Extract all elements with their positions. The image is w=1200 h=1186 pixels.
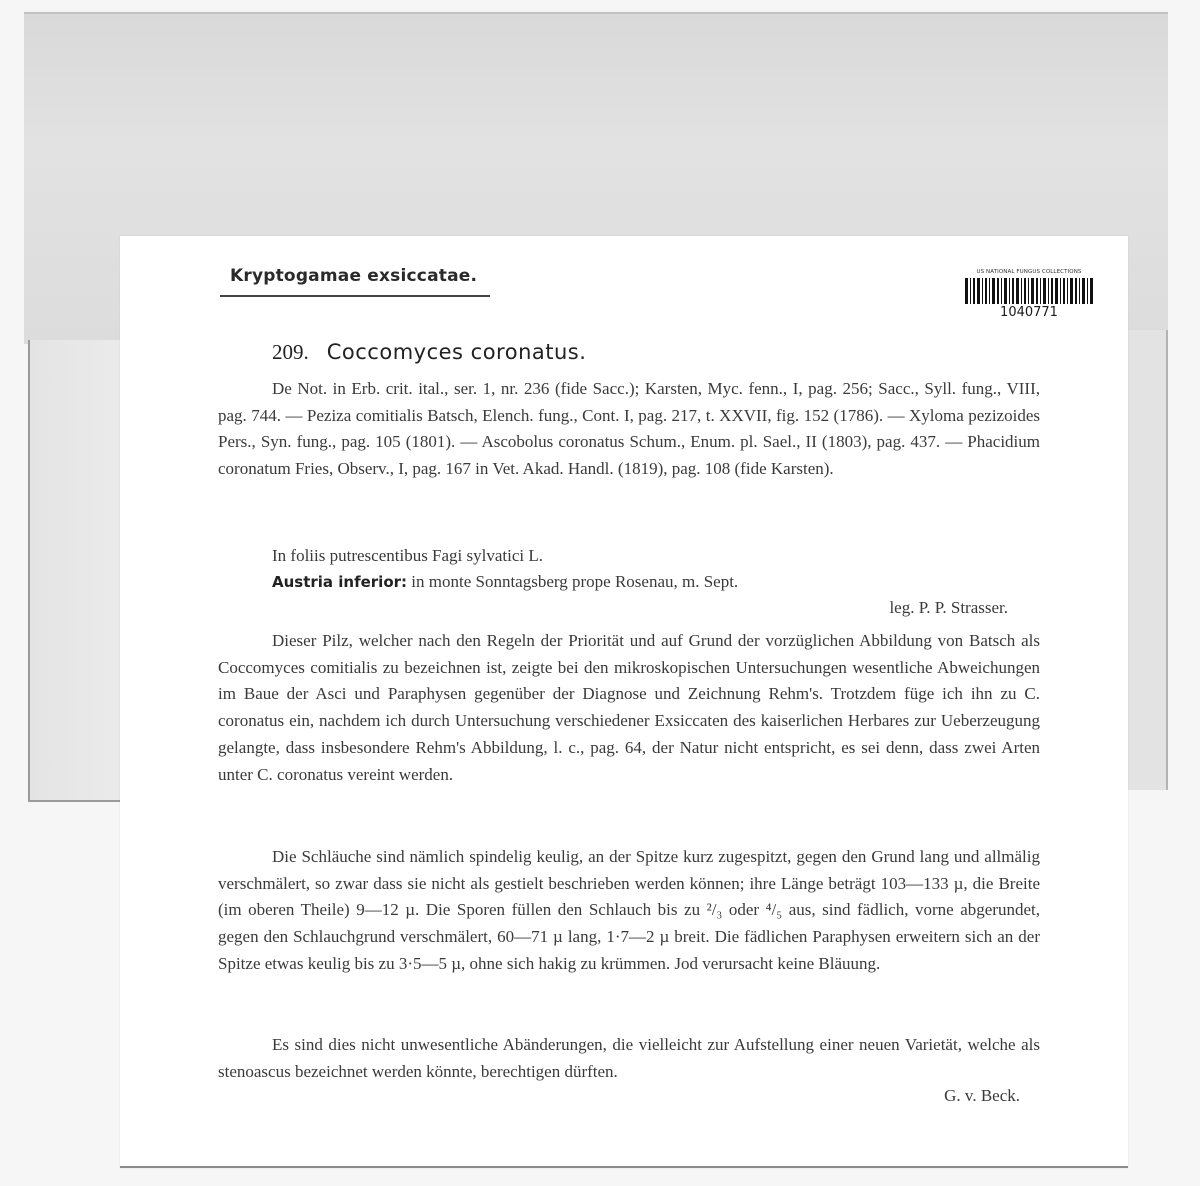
locality-text: in monte Sonntagsberg prope Rosenau, m. Sept. — [411, 572, 739, 591]
habitat-line: In foliis putrescentibus Fagi sylvatici L. — [272, 546, 544, 565]
entry-heading — [272, 340, 586, 365]
series-title-underline — [220, 295, 490, 297]
species-name: Coccomyces coronatus. — [326, 340, 587, 364]
description-paragraph-2: Die Schläuche sind nämlich spindelig keulig, an der Spitze kurz zugespitzt, gegen den Grund lang und allmälig verschmälert, so zwar dass sie nicht als gestielt beschrieben werden können; ihre Länge beträgt 103—133 µ, die Breite (im oberen Theile) 9—12 µ. Die Sporen füllen den Schlauch bis zu ²/₃ oder ⁴/₅ aus, sind fädlich, vorne abgerundet, gegen den Schlauchgrund verschmälert, 60—71 µ lang, 1·7—2 µ breit. Die fädlichen Paraphysen erweitern sich an der Spitze etwas keulig bis zu 3·5—5 µ, ohne sich hakig zu krümmen. Jod verursacht keine Bläuung. — [218, 847, 1040, 973]
barcode-number: 1040771 — [1000, 305, 1058, 320]
locality-region: Austria inferior: — [272, 573, 408, 591]
series-title: Kryptogamae exsiccatae. — [230, 266, 478, 286]
entry-number: 209. — [272, 340, 309, 364]
barcode-label — [954, 264, 1104, 334]
collector-line: leg. P. P. Strasser. — [889, 598, 1008, 617]
description-paragraph-3: Es sind dies nicht unwesentliche Abänderungen, die vielleicht zur Aufstellung einer neuen Varietät, welche als stenoascus bezeichnet werden könnte, berechtigen dürften. — [218, 1035, 1040, 1081]
barcode-collection-name: US NATIONAL FUNGUS COLLECTIONS — [976, 269, 1082, 275]
barcode-icon — [965, 278, 1093, 304]
locality-line — [272, 572, 738, 592]
author-signature: G. v. Beck. — [944, 1086, 1020, 1105]
synonymy-paragraph: De Not. in Erb. crit. ital., ser. 1, nr. 236 (fide Sacc.); Karsten, Myc. fenn., I, pag. 256; Sacc., Syll. fung., VIII, pag. 744. — Peziza comitialis Batsch, Elench. fung., Cont. I, pag. 217, t. XXVII, fig. 152 (1786). — Xyloma pezizoides Pers., Syn. fung., pag. 105 (1801). — Ascobolus coronatus Schum., Enum. pl. Sael., II (1803), pag. 437. — Phacidium coronatum Fries, Observ., I, pag. 167 in Vet. Akad. Handl. (1819), pag. 108 (fide Karsten). — [218, 379, 1040, 479]
description-paragraph-1: Dieser Pilz, welcher nach den Regeln der Priorität und auf Grund der vorzüglichen Abbildung von Batsch als Coccomyces comitialis zu bezeichnen ist, zeigte bei den mikroskopischen Untersuchungen wesentliche Abweichungen im Baue der Asci und Paraphysen gegenüber der Diagnose und Zeichnung Rehm's. Trotzdem füge ich ihn zu C. coronatus ein, nachdem ich durch Untersuchung verschiedener Exsiccaten des kaiserlichen Herbares zur Ueberzeugung gelangte, dass insbesondere Rehm's Abbildung, l. c., pag. 64, der Natur nicht entspricht, es sei denn, dass zwei Arten unter C. coronatus vereint werden. — [218, 631, 1040, 784]
